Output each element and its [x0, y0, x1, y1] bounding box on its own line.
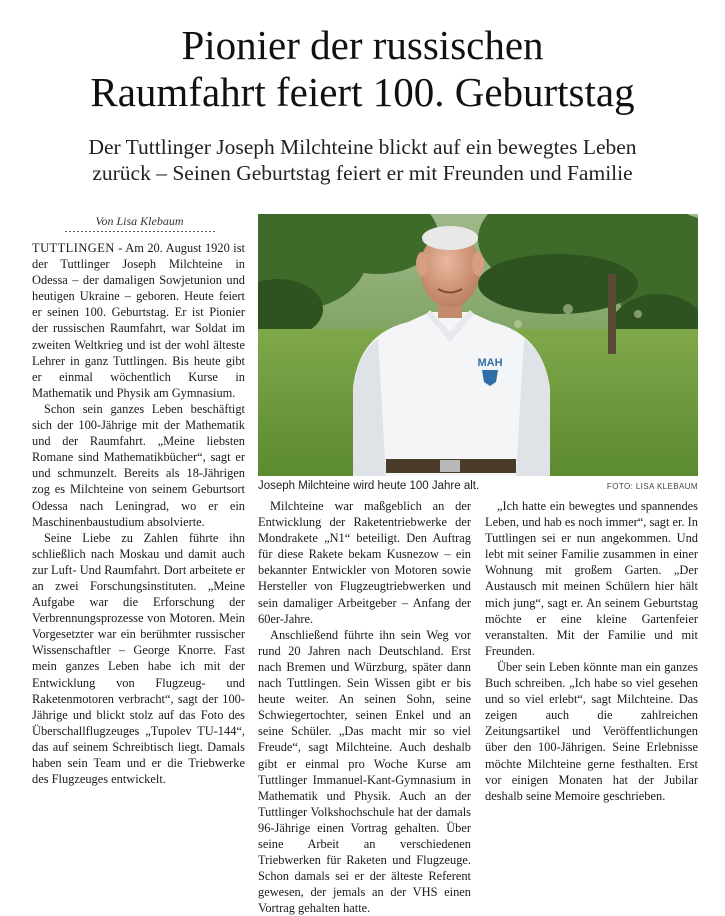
photo-credit: FOTO: LISA KLEBAUM: [606, 482, 698, 491]
article-column-3: [485, 498, 698, 804]
article-photo: [258, 214, 698, 476]
byline: [32, 214, 247, 236]
paragraph-5: Anschließend führte ihn sein Weg vor rund 20 Jahren nach Deutschland. Erst nach Bremen und Würzburg, später dann nach Tuttlingen. Sein Wissen gibt er bis heute weiter. An seinen Sohn, seine Schwiegertochter, seinen Enkel und an seine Schüler. „Das macht mir so viel Freude“, sagt Milchteine. Auch deshalb gibt er einmal pro Woche Kurse am Tuttlinger Immanuel-Kant-Gymnasium in Mathematik und Physik. Auch an der Tuttlinger Volkshochschule hat der damals 96-Jährige einen Vortrag gehalten. Über seine Arbeit an verschiedenen Triebwerken für Raketen und Flugzeuge. Schon damals sei er der älteste Referent gewesen, der jemals an der VHS einen Vortrag gehalten hatte.: [258, 627, 471, 916]
paragraph-3: Seine Liebe zu Zahlen führte ihn schließlich nach Moskau und damit auch zur Luft- Und Raumfahrt. Dort arbeitete er an zwei Forschungsinstituten. „Meine Aufgabe war die Erforschung der Verbrennungsprozesse von Motoren. Mein Vorgesetzter war ein berühmter russischer Wissenschaftler – George Knorre. Fast mein ganzes Leben habe ich mit der Entwicklung von Flugzeug- und Raketenmotoren verbracht“, sagt der 100-Jährige und blickt stolz auf das Foto des Überschallflugzeuges „Tupolev TU-144“, das auf seinem Schreibtisch liegt. Damals haben sein Team und er die Triebwerke des Flugzeuges entwickelt.: [32, 530, 245, 787]
paragraph-4: Milchteine war maßgeblich an der Entwicklung der Raketentriebwerke der Mondrakete „N1“ beteiligt. Den Auftrag für diese Rakete bekam Kusnezow – ein bekannter Entwickler von Motoren sowie Hersteller von Flugzeugtriebwerken und sein damaliger Arbeitgeber – Anfang der 60er-Jahre.: [258, 499, 471, 626]
subheadline: [20, 134, 705, 186]
subhead-line-1: Der Tuttlinger Joseph Milchteine blickt auf ein bewegtes Leben: [88, 135, 637, 159]
article-column-2: [258, 498, 471, 916]
paragraph-2: Schon sein ganzes Leben beschäftigt sich der 100-Jährige mit der Mathematik und der Raumfahrt. „Meine liebsten Romane sind Mathematikbücher“, sagt er und schmunzelt. Bereits als 18-Jährigen zog es Milchteine von seinem Geburtsort Odessa nach Leningrad, wo er ein Maschinenbaustudium absolvierte.: [32, 401, 245, 529]
headline-line-2: Raumfahrt feiert 100. Geburtstag: [90, 69, 635, 115]
paragraph-1-text: - Am 20. August 1920 ist der Tuttlinger Joseph Milchteine in Odessa – der damaligen Sowjetunion und heutigen Ukraine – geboren. Heute feiert er seinen 100. Geburtstag. Er ist Pionier der russischen Raumfahrt, war Soldat im zweiten Weltkrieg und ist der wohl älteste Lehrer in ganz Tuttlingen. Bis heute gibt er einmal wöchentlich Kurse in Mathematik und Physik am Gymnasium.: [32, 241, 245, 400]
headline-line-1: Pionier der russischen: [181, 22, 544, 68]
photo-caption: [258, 478, 698, 494]
subhead-line-2: zurück – Seinen Geburtstag feiert er mit Freunden und Familie: [92, 161, 633, 185]
dateline: TUTTLINGEN: [32, 241, 115, 255]
author-name: Von Lisa Klebaum: [95, 214, 184, 228]
byline-rule: [65, 231, 215, 232]
headline: [0, 22, 725, 116]
paragraph-6: „Ich hatte ein bewegtes und spannendes Leben, und hab es noch immer“, sagt er. In Tuttlingen sei er nun angekommen. Und lebt mit seiner Familie zusammen in einer Wohnung mit großem Garten. „Der Austausch mit meinen Schülern hier hält mich jung“, sagt er. An seinem Geburtstag möchte er eine kleine Gartenfeier veranstalten. Mit der Familie und mit Freunden.: [485, 499, 698, 658]
shirt-logo-text: MAH: [477, 357, 503, 369]
paragraph-7: Über sein Leben könnte man ein ganzes Buch schreiben. „Ich habe so viel gesehen und so viel erlebt“, sagt Milchteine. Das zeigen auch die zahlreichen Zeitungsartikel und Veröffentlichungen über den 100-Jährigen. Seine Erlebnisse möchte Milchteine gerne festhalten. Erst vor einigen Monaten hat der Jubilar deshalb seine Memoire geschrieben.: [485, 659, 698, 803]
portrait-image: [258, 214, 698, 476]
paragraph-1: [32, 240, 245, 401]
article-column-1: [32, 240, 245, 880]
caption-text: Joseph Milchteine wird heute 100 Jahre alt.: [258, 480, 480, 492]
